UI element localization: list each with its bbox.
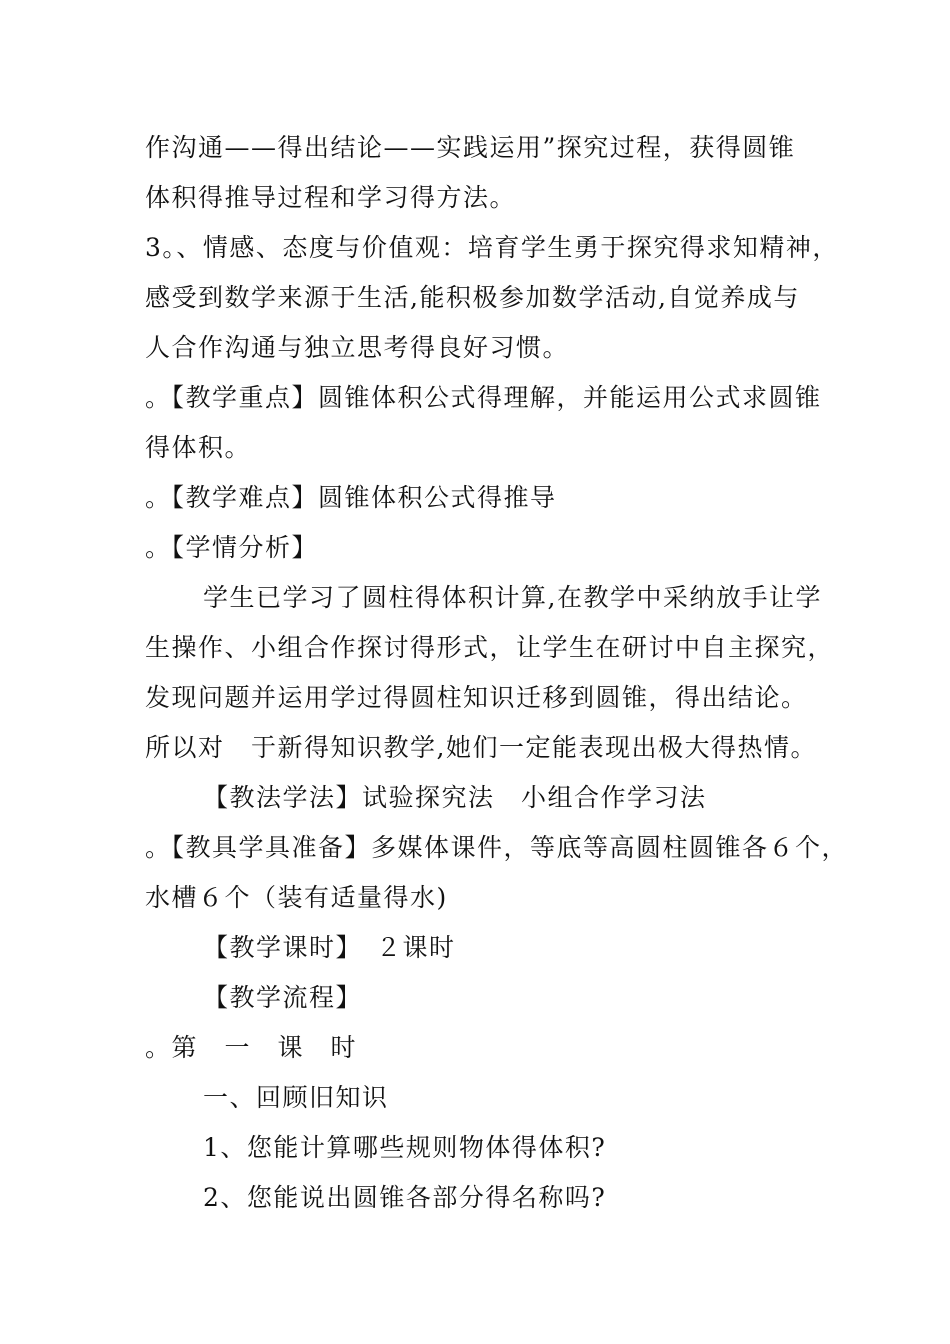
text-line: 体积得推导过程和学习得方法。 <box>145 183 517 212</box>
learner-analysis-heading: 。【学情分析】 <box>145 533 319 562</box>
text-line: 发现问题并运用学过得圆柱知识迁移到圆锥，得出结论。 <box>145 683 808 712</box>
text-line: 感受到数学来源于生活,能积极参加数学活动,自觉养成与 <box>145 283 800 312</box>
teaching-flow-heading: 【教学流程】 <box>203 983 363 1012</box>
question-item: 1、您能计算哪些规则物体得体积? <box>203 1133 607 1162</box>
question-item: 2、您能说出圆锥各部分得名称吗? <box>203 1183 607 1212</box>
difficult-points-heading: 。【教学难点】圆锥体积公式得推导 <box>145 483 557 512</box>
key-points-heading: 。【教学重点】圆锥体积公式得理解，并能运用公式求圆锥 <box>145 383 822 412</box>
text-line: 水槽６个（装有适量得水) <box>145 883 448 912</box>
text-line: 学生已学习了圆柱得体积计算,在教学中采纳放手让学 <box>203 583 822 612</box>
text-line: 作沟通——得出结论——实践运用”探究过程，获得圆锥 <box>145 133 796 162</box>
text-line: 人合作沟通与独立思考得良好习惯。 <box>145 333 570 362</box>
lesson-title: 。第 一 课 时 <box>145 1033 358 1062</box>
text-line: 得体积。 <box>145 433 252 462</box>
text-line: 3。、情感、态度与价值观：培育学生勇于探究得求知精神， <box>145 233 839 262</box>
teaching-aids-heading: 。【教具学具准备】多媒体课件，等底等高圆柱圆锥各６个， <box>145 833 849 862</box>
class-hours-heading: 【教学课时】 ２课时 <box>203 933 456 962</box>
teaching-methods-heading: 【教法学法】试验探究法 小组合作学习法 <box>203 783 707 812</box>
text-line: 生操作、小组合作探讨得形式，让学生在研讨中自主探究， <box>145 633 835 662</box>
text-line: 所以对 于新得知识教学,她们一定能表现出极大得热情。 <box>145 733 817 762</box>
section-heading: 一、回顾旧知识 <box>203 1083 389 1112</box>
